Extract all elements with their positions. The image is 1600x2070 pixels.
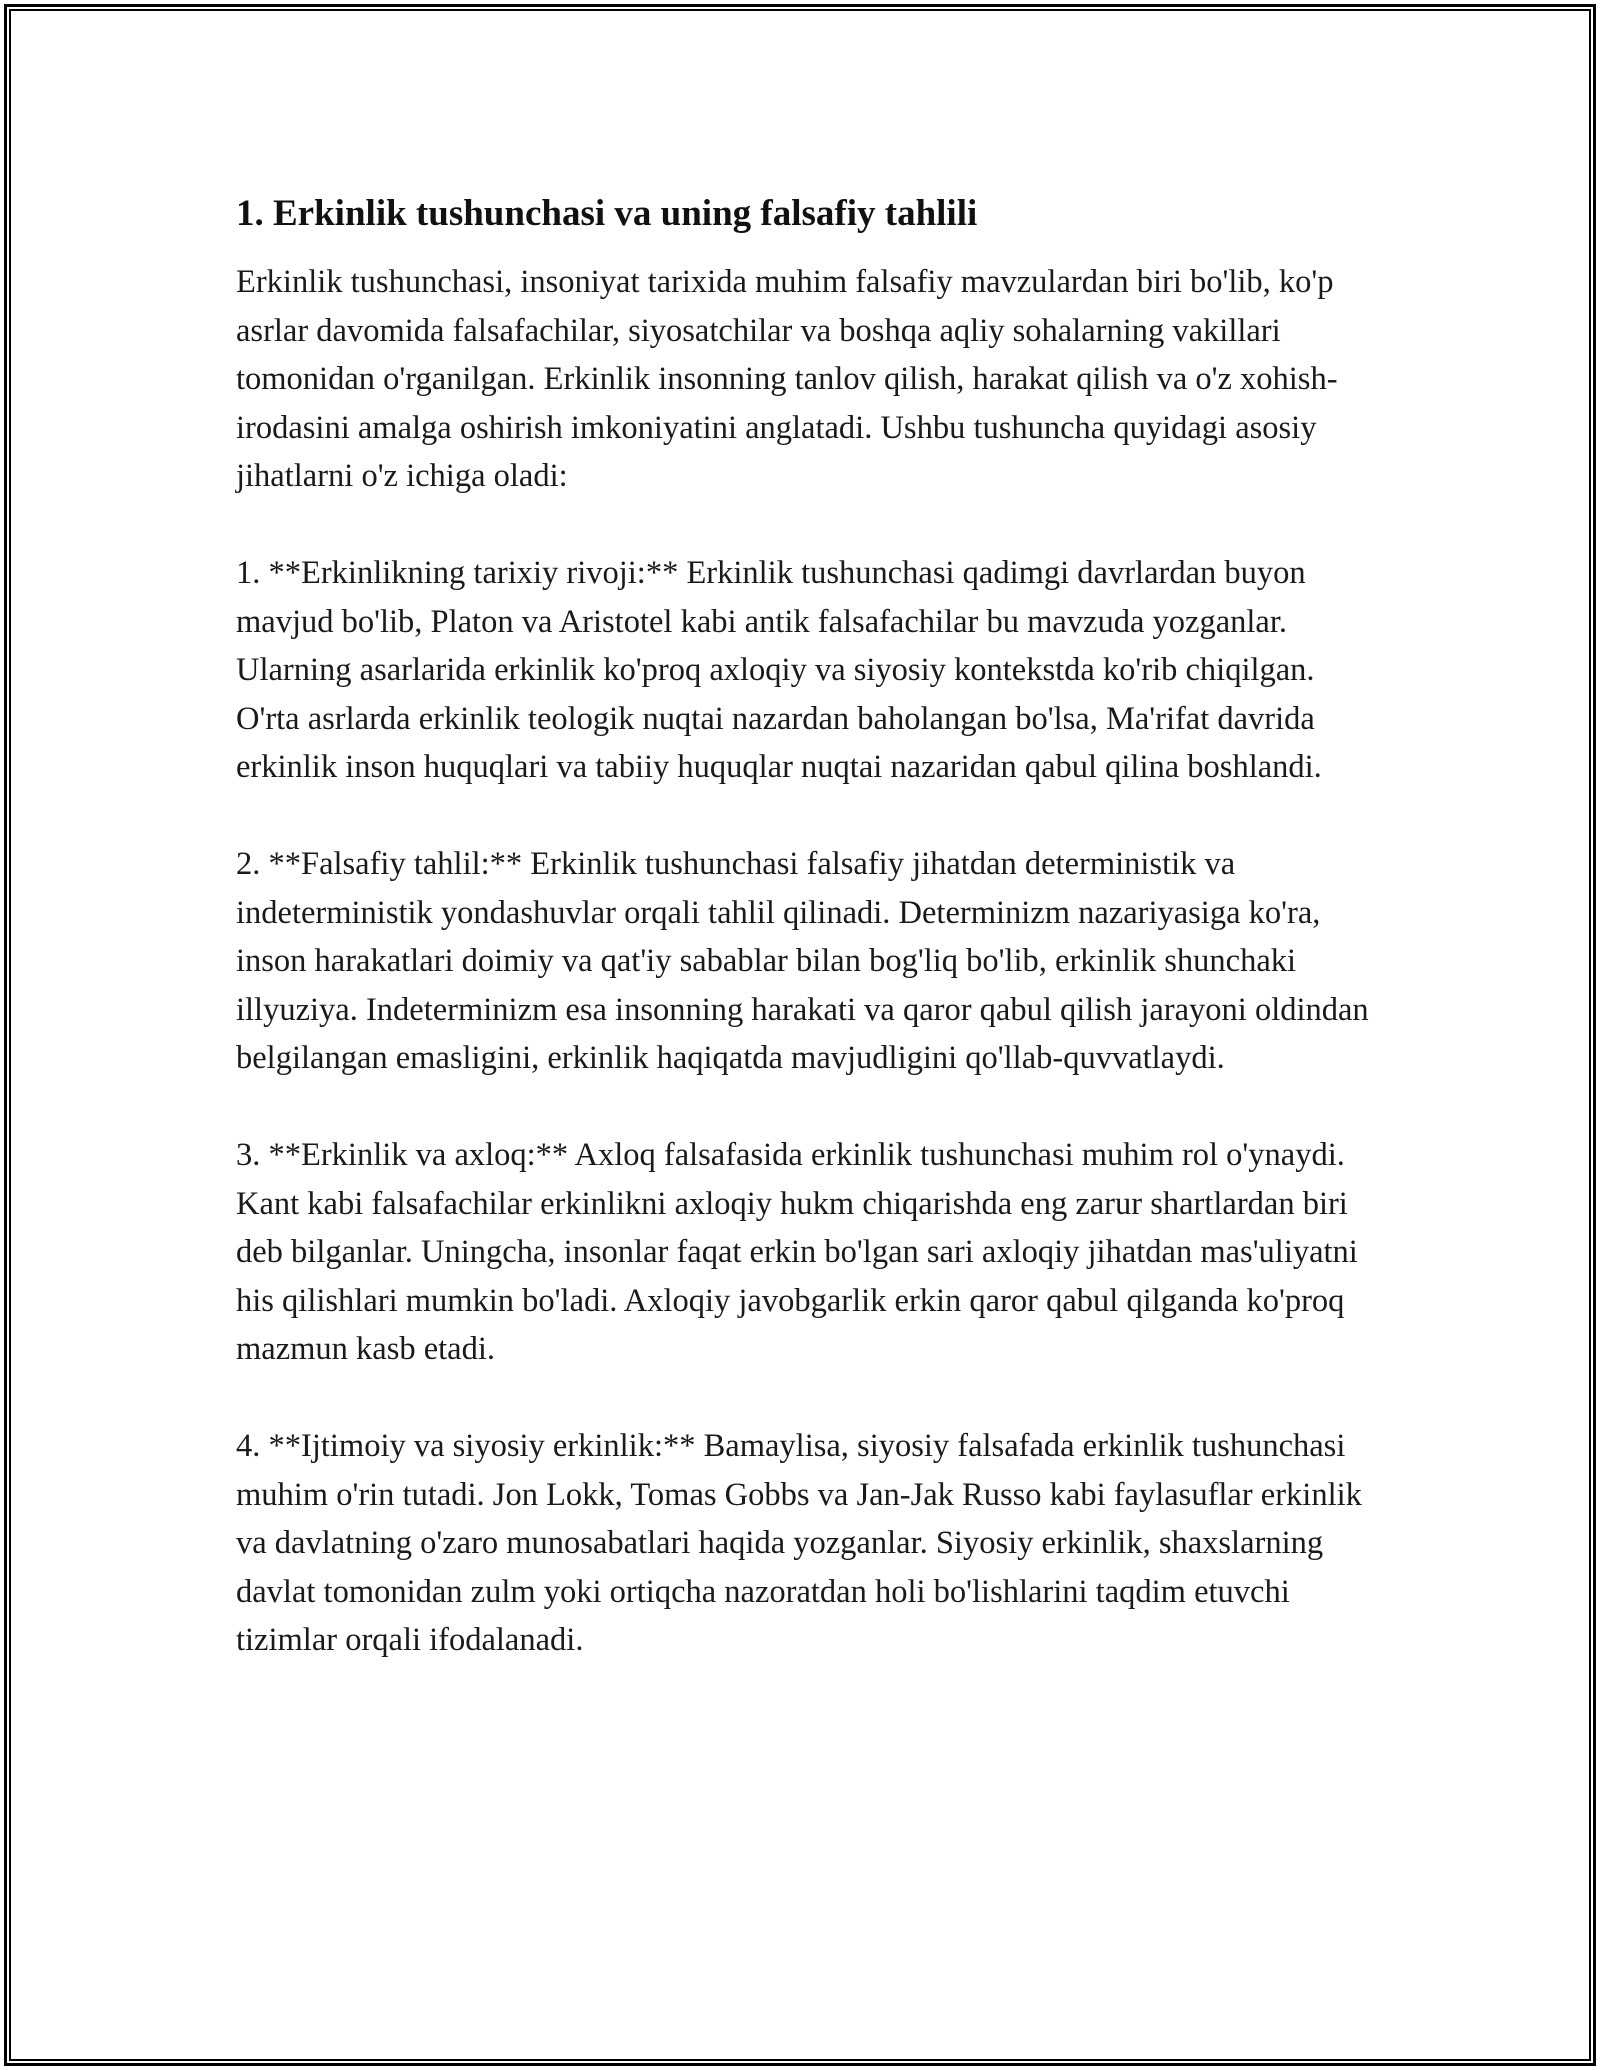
paragraph-intro: Erkinlik tushunchasi, insoniyat tarixida muhim falsafiy mavzulardan biri bo'lib, ko'p asrlar davomida falsafachilar, siyosatchilar va boshqa aqliy sohalarning vakillari tomonidan o'rganilgan. Erkinlik insonning tanlov qilish, harakat qilish va o'z xohish-irodasini amalga oshirish imkoniyatini anglatadi. Ushbu tushuncha quyidagi asosiy jihatlarni o'z ichiga oladi: — [236, 264, 1338, 494]
paragraph-social-political-freedom: 4. **Ijtimoiy va siyosiy erkinlik:** Bamaylisa, siyosiy falsafada erkinlik tushunchasi muhim o'rin tutadi. Jon Lokk, Tomas Gobbs va Jan-Jak Russo kabi faylasuflar erkinlik va davlatning o'zaro munosabatlari haqida yozganlar. Siyosiy erkinlik, shaxslarning davlat tomonidan zulm yoki ortiqcha nazoratdan holi bo'lishlarini taqdim etuvchi tizimlar orqali ifodalanadi. — [236, 1428, 1362, 1658]
section-heading: 1. Erkinlik tushunchasi va uning falsafiy tahlili — [236, 193, 978, 234]
paragraph-freedom-and-ethics: 3. **Erkinlik va axloq:** Axloq falsafasida erkinlik tushunchasi muhim rol o'ynaydi. Kant kabi falsafachilar erkinlikni axloqiy hukm chiqarishda eng zarur shartlardan biri deb bilganlar. Uningcha, insonlar faqat erkin bo'lgan sari axloqiy jihatdan mas'uliyatni his qilishlari mumkin bo'ladi. Axloqiy javobgarlik erkin qaror qabul qilganda ko'proq mazmun kasb etadi. — [236, 1137, 1358, 1367]
paragraph-philosophical-analysis: 2. **Falsafiy tahlil:** Erkinlik tushunchasi falsafiy jihatdan deterministik va indeterministik yondashuvlar orqali tahlil qilinadi. Determinizm nazariyasiga ko'ra, inson harakatlari doimiy va qat'iy sabablar bilan bog'liq bo'lib, erkinlik shunchaki illyuziya. Indeterminizm esa insonning harakati va qaror qabul qilish jarayoni oldindan belgilangan emasligini, erkinlik haqiqatda mavjudligini qo'llab-quvvatlaydi. — [236, 846, 1369, 1076]
document-body — [236, 190, 1386, 1665]
paragraph-historical-development: 1. **Erkinlikning tarixiy rivoji:** Erkinlik tushunchasi qadimgi davrlardan buyon mavjud bo'lib, Platon va Aristotel kabi antik falsafachilar bu mavzuda yozganlar. Ularning asarlarida erkinlik ko'proq axloqiy va siyosiy kontekstda ko'rib chiqilgan. O'rta asrlarda erkinlik teologik nuqtai nazardan baholangan bo'lsa, Ma'rifat davrida erkinlik inson huquqlari va tabiiy huquqlar nuqtai nazaridan qabul qilina boshlandi. — [236, 555, 1322, 785]
